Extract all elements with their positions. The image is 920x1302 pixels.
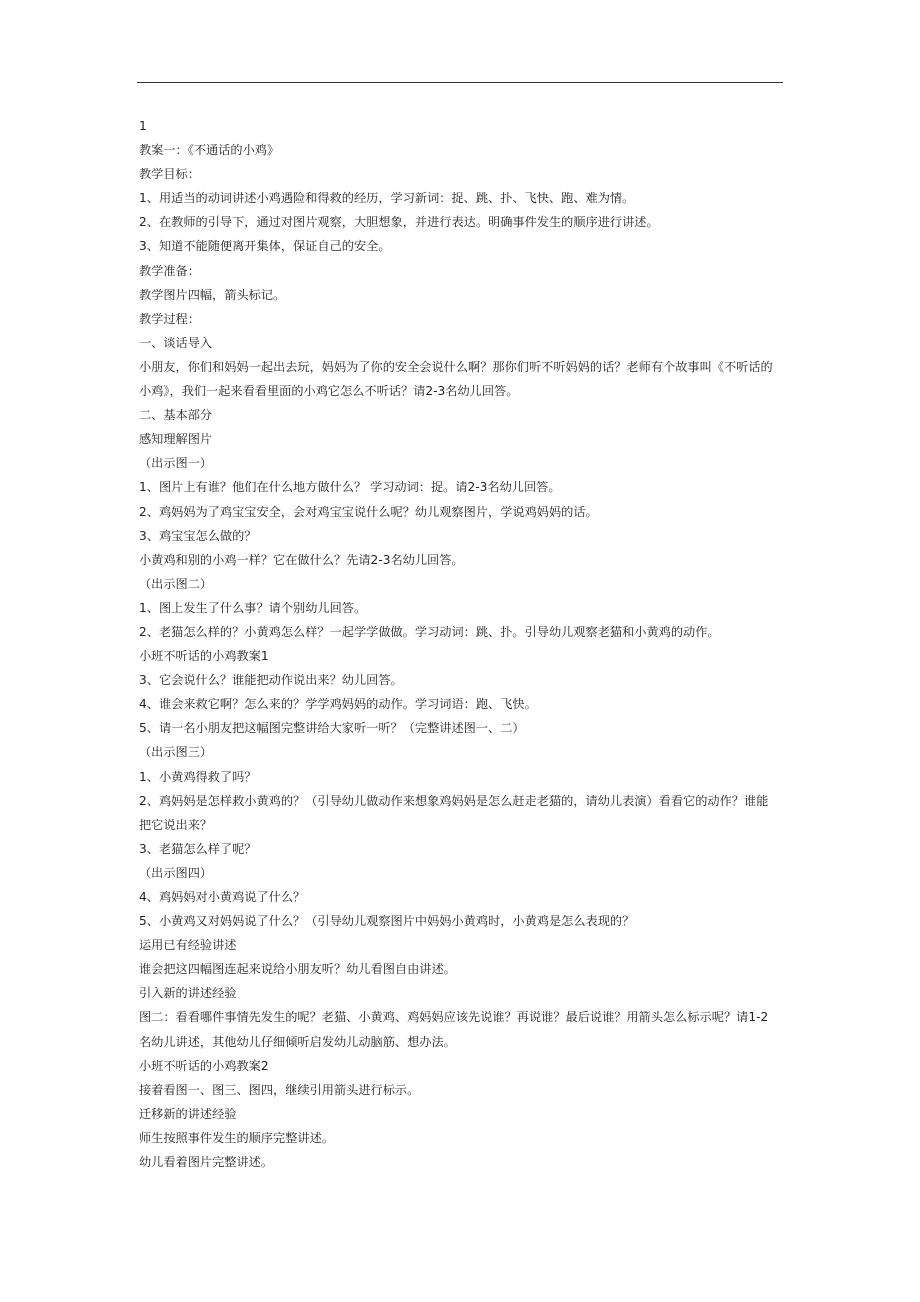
- text-line: （出示图二）: [139, 576, 213, 591]
- text-line: 教学目标：: [139, 167, 200, 182]
- text-line: 幼儿看着图片完整讲述。: [139, 1155, 274, 1170]
- text-line: 教学准备：: [139, 263, 200, 278]
- text-line: 5、请一名小朋友把这幅图完整讲给大家听一听？（完整讲述图一、二）: [139, 721, 525, 736]
- text-line: 师生按照事件发生的顺序完整讲述。: [139, 1130, 334, 1145]
- text-line: 教学图片四幅，箭头标记。: [139, 287, 286, 302]
- text-line: 2、鸡妈妈是怎样救小黄鸡的？（引导幼儿做动作来想象鸡妈妈是怎么赶走老猫的，请幼儿表演）看看它的动作？谁能: [139, 793, 769, 808]
- text-line: 3、鸡宝宝怎么做的？: [139, 528, 257, 543]
- text-line: 3、老猫怎么样了呢？: [139, 841, 257, 856]
- text-line: 教案一：《不通话的小鸡》: [139, 143, 280, 158]
- text-line: 1、用适当的动词讲述小鸡遇险和得救的经历，学习新词：捉、跳、扑、飞快、跑、难为情。: [139, 191, 635, 206]
- text-line: 小鸡》，我们一起来看看里面的小鸡它怎么不听话？请2-3名幼儿回答。: [139, 384, 519, 399]
- text-line: 接着看图一、图三、图四，继续引用箭头进行标示。: [139, 1082, 420, 1097]
- text-line: 小朋友，你们和妈妈一起出去玩，妈妈为了你的安全会说什么啊？那你们听不听妈妈的话？老师有个故事叫《不听话的: [139, 359, 773, 374]
- text-line: 5、小黄鸡又对妈妈说了什么？（引导幼儿观察图片中妈妈小黄鸡时，小黄鸡是怎么表现的？: [139, 914, 635, 929]
- text-line: 小班不听话的小鸡教案1: [139, 649, 269, 664]
- text-line: 4、谁会来救它啊？怎么来的？学学鸡妈妈的动作。学习词语：跑、飞快。: [139, 697, 537, 712]
- text-line: 引入新的讲述经验: [139, 986, 237, 1001]
- text-line: 3、知道不能随便离开集体，保证自己的安全。: [139, 239, 391, 254]
- text-line: 1、图片上有谁？他们在什么地方做什么？ 学习动词：捉。请2-3名幼儿回答。: [139, 480, 561, 495]
- text-line: 1、小黄鸡得救了吗？: [139, 769, 257, 784]
- text-line: 谁会把这四幅图连起来说给小朋友听？幼儿看图自由讲述。: [139, 962, 456, 977]
- text-line: 2、老猫怎么样的？小黄鸡怎么样？一起学学做做。学习动词：跳、扑。引导幼儿观察老猫和小黄鸡的动作。: [139, 624, 720, 639]
- text-line: 小班不听话的小鸡教案2: [139, 1058, 269, 1073]
- text-line: （出示图一）: [139, 456, 213, 471]
- page-number: 1: [139, 119, 147, 133]
- text-line: （出示图三）: [139, 745, 213, 760]
- header-rule: [137, 82, 783, 83]
- text-line: 迁移新的讲述经验: [139, 1106, 237, 1121]
- text-line: 把它说出来？: [139, 817, 213, 832]
- text-line: 2、鸡妈妈为了鸡宝宝安全，会对鸡宝宝说什么呢？幼儿观察图片，学说鸡妈妈的话。: [139, 504, 598, 519]
- text-line: 3、它会说什么？谁能把动作说出来？幼儿回答。: [139, 673, 403, 688]
- text-line: （出示图四）: [139, 865, 213, 880]
- text-line: 名幼儿讲述，其他幼儿仔细倾听启发幼儿动脑筋、想办法。: [139, 1034, 456, 1049]
- text-line: 小黄鸡和别的小鸡一样？它在做什么？先请2-3名幼儿回答。: [139, 552, 464, 567]
- text-line: 感知理解图片: [139, 432, 213, 447]
- text-line: 二、基本部分: [139, 408, 213, 423]
- text-line: 教学过程：: [139, 311, 200, 326]
- text-line: 4、鸡妈妈对小黄鸡说了什么？: [139, 890, 306, 904]
- document-body: [139, 114, 784, 1174]
- text-line: 1、图上发生了什么事？请个别幼儿回答。: [139, 600, 367, 615]
- text-line: 运用已有经验讲述: [139, 938, 237, 953]
- text-line: 2、在教师的引导下，通过对图片观察，大胆想象，并进行表达。明确事件发生的顺序进行讲述。: [139, 215, 659, 230]
- text-line: 一、谈话导入: [139, 335, 213, 350]
- text-line: 图二：看看哪件事情先发生的呢？老猫、小黄鸡、鸡妈妈应该先说谁？再说谁？最后说谁？用箭头怎么标示呢？请1-2: [139, 1010, 769, 1025]
